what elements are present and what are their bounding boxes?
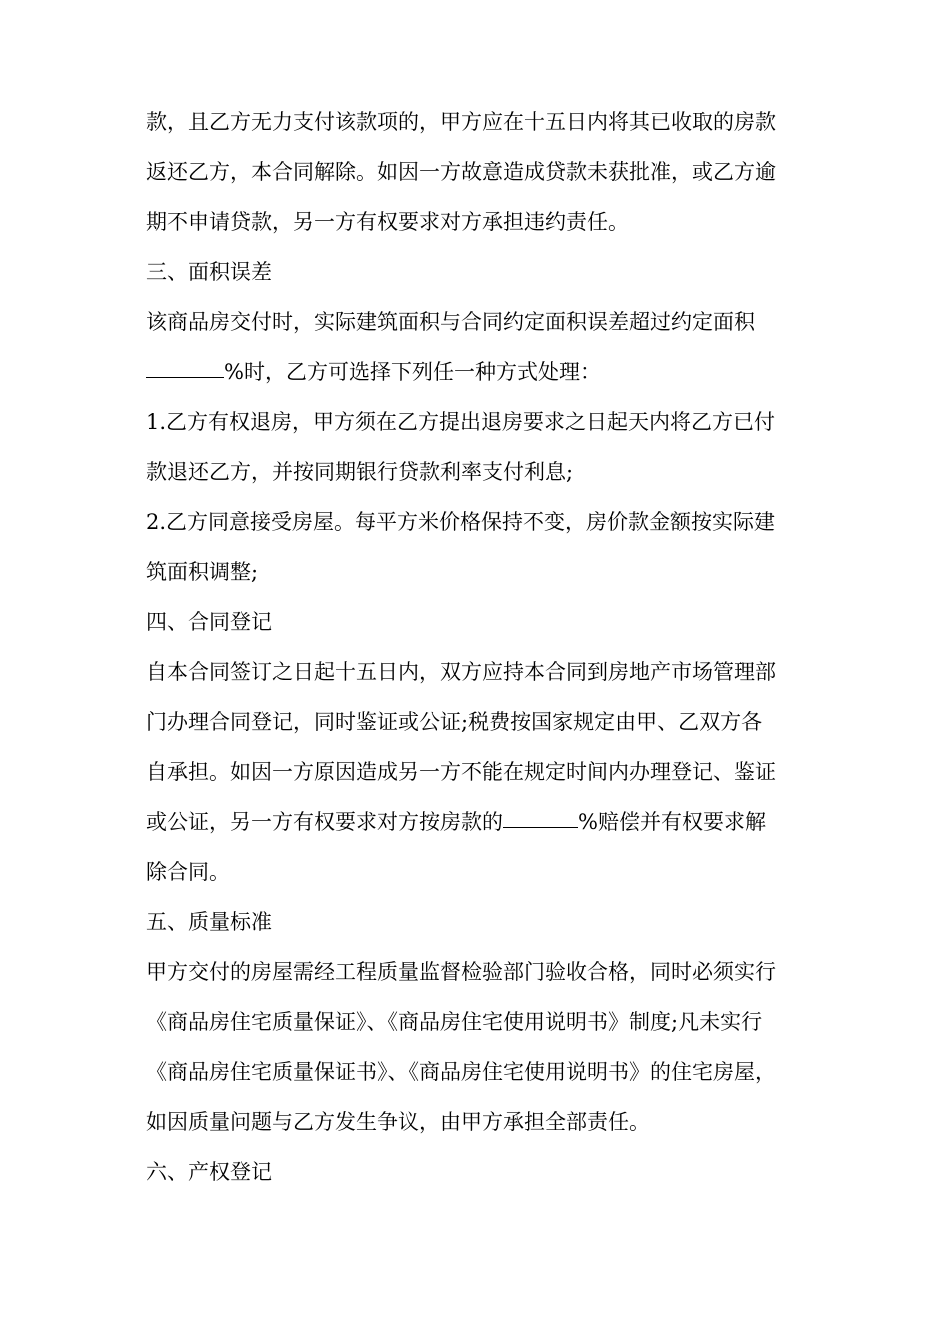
paragraph-line: 《商品房住宅质量保证》、《商品房住宅使用说明书》制度;凡未实行 bbox=[146, 1010, 763, 1034]
paragraph-line: 除合同。 bbox=[146, 860, 230, 884]
paragraph-line: 1.乙方有权退房，甲方须在乙方提出退房要求之日起天内将乙方已付 bbox=[146, 410, 776, 434]
paragraph-line: 款，且乙方无力支付该款项的，甲方应在十五日内将其已收取的房款 bbox=[146, 110, 776, 134]
paragraph-line: 筑面积调整; bbox=[146, 560, 259, 584]
paragraph-line: 《商品房住宅质量保证书》、《商品房住宅使用说明书》的住宅房屋， bbox=[146, 1060, 776, 1084]
document-page bbox=[146, 97, 816, 1197]
paragraph-line: 2.乙方同意接受房屋。每平方米价格保持不变，房价款金额按实际建 bbox=[146, 510, 776, 534]
fill-in-blank bbox=[146, 347, 224, 378]
paragraph-line-with-blank bbox=[146, 797, 816, 847]
paragraph-line: 自承担。如因一方原因造成另一方不能在规定时间内办理登记、鉴证 bbox=[146, 760, 776, 784]
section-heading-contract-registration: 四、合同登记 bbox=[146, 610, 272, 634]
fill-in-blank bbox=[503, 797, 578, 828]
paragraph-line: 返还乙方，本合同解除。如因一方故意造成贷款未获批准，或乙方逾 bbox=[146, 160, 776, 184]
line-text: %时，乙方可选择下列任一种方式处理： bbox=[224, 360, 601, 384]
paragraph-line: 款退还乙方，并按同期银行贷款利率支付利息; bbox=[146, 460, 574, 484]
paragraph-line: 自本合同签订之日起十五日内，双方应持本合同到房地产市场管理部 bbox=[146, 660, 776, 684]
paragraph-line: 期不申请贷款，另一方有权要求对方承担违约责任。 bbox=[146, 210, 629, 234]
paragraph-line: 该商品房交付时，实际建筑面积与合同约定面积误差超过约定面积 bbox=[146, 310, 755, 334]
section-heading-quality-standard: 五、质量标准 bbox=[146, 910, 272, 934]
section-heading-title-registration: 六、产权登记 bbox=[146, 1160, 272, 1184]
paragraph-line: 如因质量问题与乙方发生争议，由甲方承担全部责任。 bbox=[146, 1110, 650, 1134]
paragraph-line-with-blank bbox=[146, 347, 816, 397]
line-text: 或公证，另一方有权要求对方按房款的 bbox=[146, 810, 503, 834]
paragraph-line: 甲方交付的房屋需经工程质量监督检验部门验收合格，同时必须实行 bbox=[146, 960, 776, 984]
line-text: %赔偿并有权要求解 bbox=[578, 810, 766, 834]
section-heading-area-error: 三、面积误差 bbox=[146, 260, 272, 284]
paragraph-line: 门办理合同登记，同时鉴证或公证;税费按国家规定由甲、乙双方各 bbox=[146, 710, 763, 734]
